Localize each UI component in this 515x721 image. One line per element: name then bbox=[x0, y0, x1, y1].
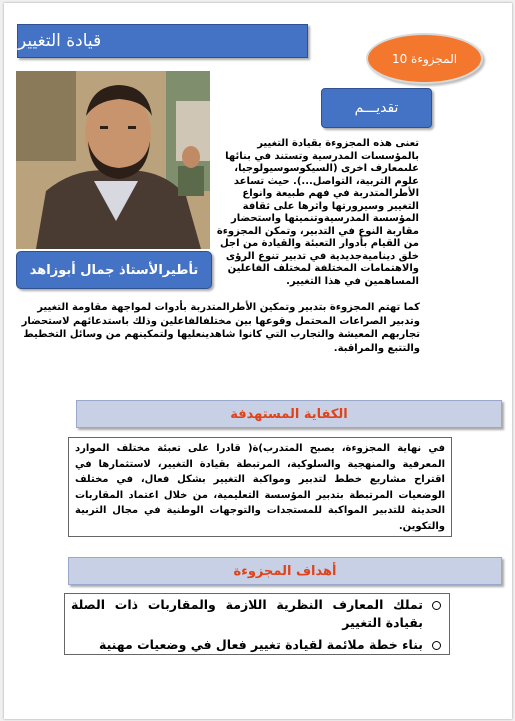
goals-box bbox=[64, 593, 450, 655]
circle-bullet-icon bbox=[432, 601, 441, 610]
goal-text: بناء خطة ملائمة لقيادة تغيير فعال في وضعيات مهنية bbox=[98, 637, 423, 652]
goal-item bbox=[71, 636, 441, 654]
trainer-portrait-illustration bbox=[16, 71, 210, 249]
document-page bbox=[4, 3, 512, 719]
intro-paragraph-1: تعنى هذه المجزوءة بقيادة التغيير بالمؤسسات المدرسية وتستند في بنائها علىمعارف اخرى (السيكوسوسيولوجيا، علوم التربية، التواصل...). حيث تساعد الأطرالمتدربة في فهم طبيعة وانواع التغيير وسيرورتها واثرها على ثقافة المؤسسة المدرسيةوتنميتها واستحضار مقاربة النوع في التدبير، وتمكن المجزوءة من القيام بأدوار التعبئة والقيادة من اجل خلق ديناميةجديدية في تدبير تنوع الرؤى والاهتمامات المختلفة لمختلف الفاعلين المساهمين في هذا التغيير. bbox=[216, 138, 419, 287]
trainer-photo bbox=[16, 71, 210, 249]
trainer-name-caption: تأطيرالأستاذ جمال أبوزاهد bbox=[16, 251, 212, 289]
intro-paragraph-2: كما تهتم المجزوءة بتدبير وتمكين الأطرالمتدربة بأدوات لمواجهة مقاومة التغيير وتدبير الصراعات المحتمل وقوعها بين مختلفالفاعلين وذلك باستدعائهم لاستحضار تجاربهم المعيشة والتجارب التي كانوا شاهدينعليها ولتمكينهم من وسائل التخطيط والتتبع والمراقبة. bbox=[21, 302, 420, 354]
goal-text: تملك المعارف النظرية اللازمة والمقاربات ذات الصلة بقيادة التغيير bbox=[71, 597, 423, 630]
circle-bullet-icon bbox=[432, 641, 441, 650]
competency-text: في نهاية المجزوءة، يصبح المتدرب)ة( قادرا على تعبئة مختلف الموارد المعرفية والمنهجية والسلوكية، المرتبطة بقيادة التغيير، لاستثمارها في اقتراح مشاريع خطط لتدبير ومواكبة التغيير بشكل فعال، في مختلف الوضعيات المرتبطة بتدبير المؤسسة التعليمية، من خلال اعتماد المقاربات الحديثة للتدبير المواكبة للمستجدات والتوجهات الوطنية في مجال التربية والتكوين. bbox=[75, 443, 445, 532]
goals-list bbox=[65, 594, 449, 660]
competency-box bbox=[68, 437, 452, 537]
page-title: قيادة التغيير bbox=[17, 24, 308, 58]
goals-header: أهداف المجزوءة bbox=[68, 557, 502, 585]
goal-item bbox=[71, 596, 441, 632]
competency-header: الكفاية المستهدفة bbox=[76, 400, 502, 428]
intro-heading: تقديـــم bbox=[321, 88, 432, 128]
module-number-badge: المجزوءة 10 bbox=[366, 33, 483, 84]
